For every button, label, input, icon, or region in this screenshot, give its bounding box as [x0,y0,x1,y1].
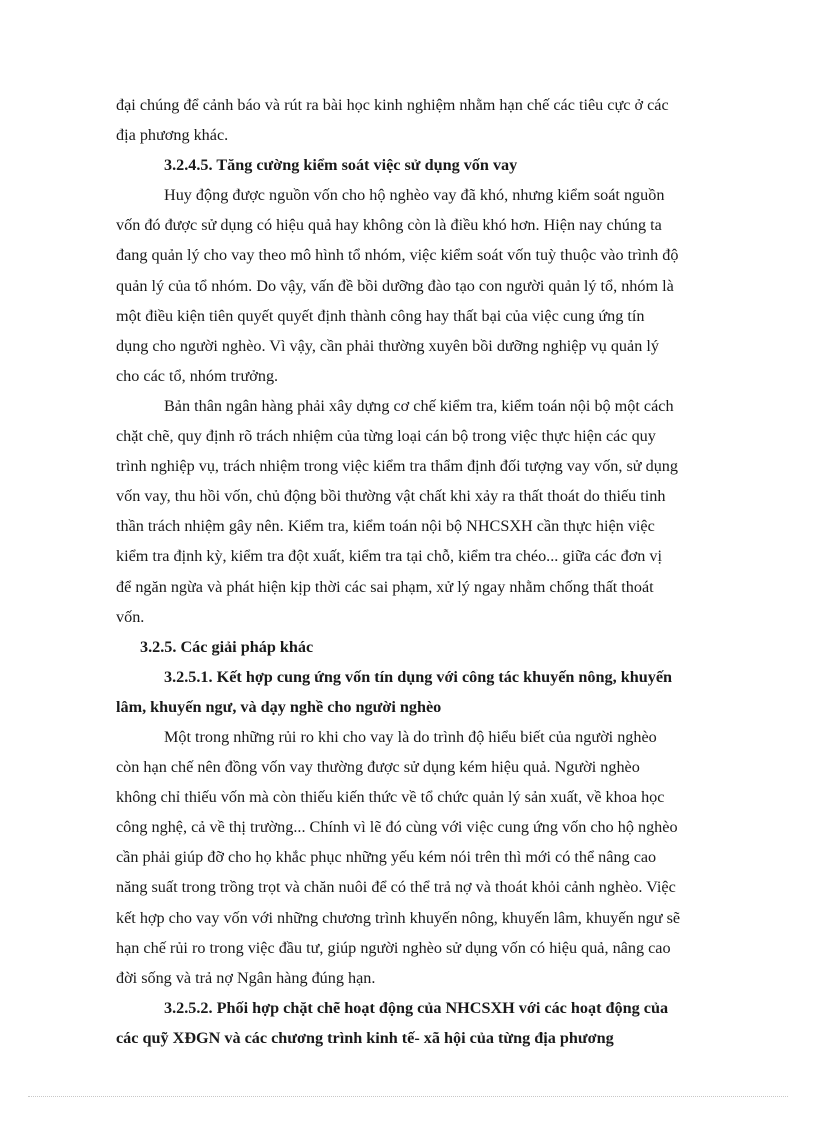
line-text: để ngăn ngừa và phát hiện kịp thời các sai phạm, xử lý ngay nhằm chống thất thoát [116,577,654,596]
body-text-line [116,572,740,602]
line-text: vốn. [116,607,145,626]
body-text-line [116,240,740,270]
body-text-line [116,481,740,511]
line-text: Bản thân ngân hàng phải xây dựng cơ chế kiểm tra, kiểm toán nội bộ một cách [164,396,674,415]
line-text: lâm, khuyến ngư, và dạy nghề cho người nghèo [116,697,442,716]
line-text: đời sống và trả nợ Ngân hàng đúng hạn. [116,968,376,987]
section-heading-line [116,150,740,180]
line-text: Huy động được nguồn vốn cho hộ nghèo vay đã khó, nhưng kiểm soát nguồn [164,186,665,205]
line-text: Một trong những rủi ro khi cho vay là do trình độ hiểu biết của người nghèo [164,727,657,746]
section-heading-line [116,632,740,662]
page-bottom-divider [28,1096,788,1097]
line-text: một điều kiện tiên quyết quyết định thành công hay thất bại của việc cung ứng tín [116,306,645,325]
line-text: không chỉ thiếu vốn mà còn thiếu kiến thức về tổ chức quản lý sản xuất, về khoa học [116,788,665,807]
body-text-line [116,331,740,361]
section-heading-line [116,662,740,692]
line-text: quản lý của tổ nhóm. Do vậy, vấn đề bồi dưỡng đào tạo con người quản lý tổ, nhóm là [116,276,674,295]
line-text: vốn đó được sử dụng có hiệu quả hay không còn là điều khó hơn. Hiện nay chúng ta [116,216,662,235]
line-text: các quỹ XĐGN và các chương trình kinh tế- xã hội của từng địa phương [116,1028,614,1047]
body-text-line [116,210,740,240]
body-text-line [116,963,740,993]
body-text-line [116,782,740,812]
line-text: vốn vay, thu hồi vốn, chủ động bồi thường vật chất khi xảy ra thất thoát do thiếu tinh [116,487,666,506]
body-text-line [116,421,740,451]
body-text-line [116,812,740,842]
line-text: 3.2.5.1. Kết hợp cung ứng vốn tín dụng với công tác khuyến nông, khuyến [164,667,673,686]
line-text: dụng cho người nghèo. Vì vậy, cần phải thường xuyên bồi dưỡng nghiệp vụ quản lý [116,336,659,355]
line-text: chặt chẽ, quy định rõ trách nhiệm của từng loại cán bộ trong việc thực hiện các quy [116,427,656,446]
line-text: 3.2.5. Các giải pháp khác [140,637,314,656]
body-text-line [116,842,740,872]
body-text-line [116,391,740,421]
body-text-line [116,602,740,632]
body-text-line [116,1023,740,1053]
body-text-line [116,511,740,541]
body-text-line [116,271,740,301]
body-text-line [116,752,740,782]
line-text: cho các tổ, nhóm trưởng. [116,366,279,385]
line-text: 3.2.4.5. Tăng cường kiểm soát việc sử dụng vốn vay [164,156,518,175]
line-text: còn hạn chế nên đồng vốn vay thường được sử dụng kém hiệu quả. Người nghèo [116,758,640,777]
line-text: trình nghiệp vụ, trách nhiệm trong việc kiểm tra thẩm định đối tượng vay vốn, sử dụng [116,457,678,476]
body-text-line [116,872,740,902]
body-text-line [116,180,740,210]
line-text: kết hợp cho vay vốn với những chương trình khuyến nông, khuyến lâm, khuyến ngư sẽ [116,908,681,927]
body-text-line [116,301,740,331]
line-text: địa phương khác. [116,126,229,145]
line-text: 3.2.5.2. Phối hợp chặt chẽ hoạt động của NHCSXH với các hoạt động của [164,998,669,1017]
body-text-line [116,692,740,722]
line-text: đang quản lý cho vay theo mô hình tổ nhóm, việc kiểm soát vốn tuỳ thuộc vào trình độ [116,246,679,265]
line-text: thần trách nhiệm gây nên. Kiểm tra, kiểm toán nội bộ NHCSXH cần thực hiện việc [116,517,655,536]
line-text: năng suất trong trồng trọt và chăn nuôi để có thể trả nợ và thoát khỏi cảnh nghèo. Việc [116,878,676,897]
body-text-line [116,120,740,150]
line-text: công nghệ, cả về thị trường... Chính vì lẽ đó cùng với việc cung ứng vốn cho hộ nghèo [116,818,678,837]
body-text-line [116,722,740,752]
body-text-line [116,451,740,481]
line-text: đại chúng để cảnh báo và rút ra bài học kinh nghiệm nhằm hạn chế các tiêu cực ở các [116,96,669,114]
body-text-line [116,903,740,933]
document-page [116,90,740,1053]
line-text: cần phải giúp đỡ cho họ khắc phục những yếu kém nói trên thì mới có thể nâng cao [116,848,657,867]
body-text-line [116,90,740,120]
body-text-line [116,541,740,571]
line-text: kiểm tra định kỳ, kiểm tra đột xuất, kiểm tra tại chỗ, kiểm tra chéo... giữa các đơn vị [116,547,662,566]
body-text-line [116,361,740,391]
body-text-line [116,933,740,963]
line-text: hạn chế rủi ro trong việc đầu tư, giúp người nghèo sử dụng vốn có hiệu quả, nâng cao [116,938,671,957]
section-heading-line [116,993,740,1023]
